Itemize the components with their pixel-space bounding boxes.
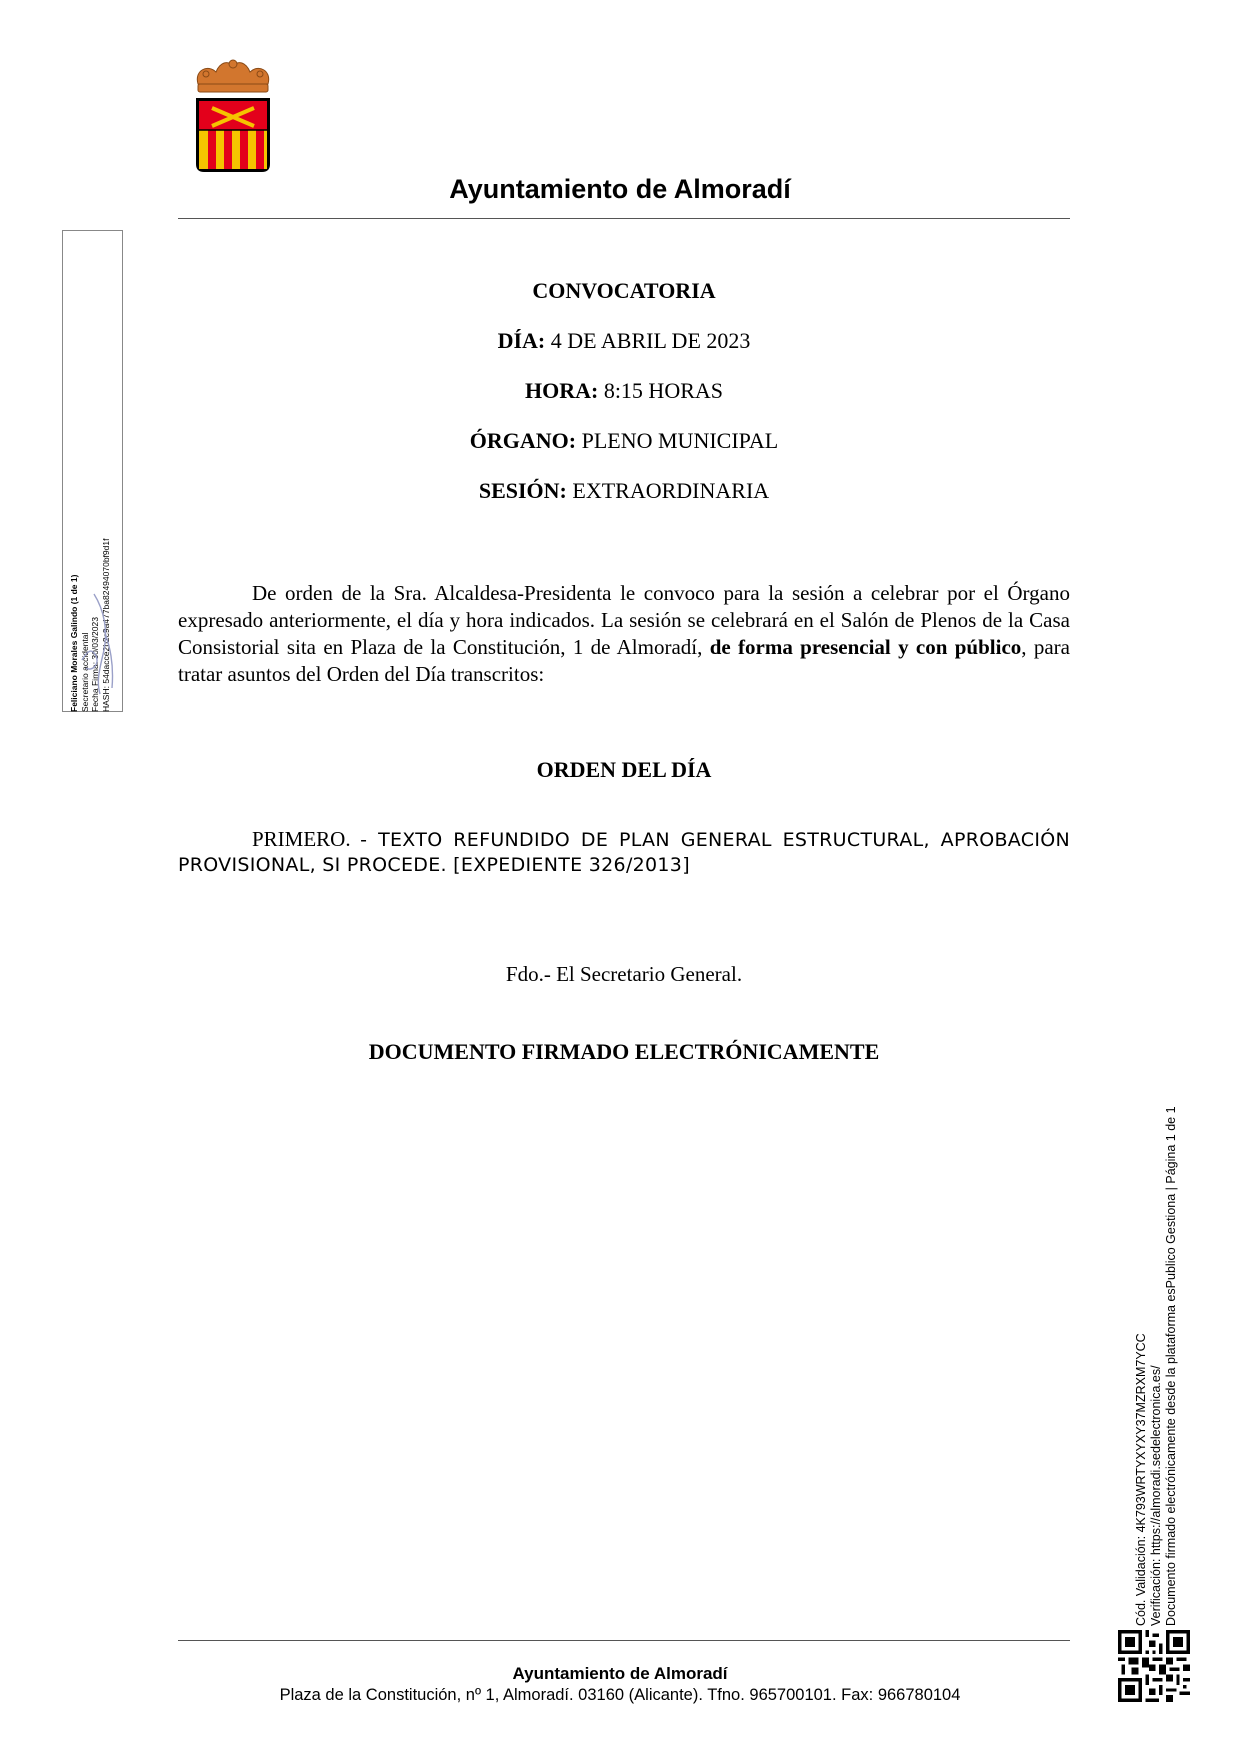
- handwritten-signature: [74, 590, 120, 700]
- validation-text: [1134, 1106, 1190, 1626]
- orden-del-dia-title: ORDEN DEL DÍA: [536, 757, 712, 782]
- footer-title: Ayuntamiento de Almoradí: [512, 1664, 728, 1683]
- firma-line: Fdo.- El Secretario General.: [505, 962, 743, 986]
- sesion-line: SESIÓN: EXTRAORDINARIA: [478, 478, 770, 503]
- documento-firmado: DOCUMENTO FIRMADO ELECTRÓNICAMENTE: [368, 1039, 880, 1064]
- signer-role: Secretario accidental: [79, 632, 90, 712]
- validation-url: Verificación: https://almoradi.sedelectronica.es/: [1149, 1365, 1163, 1626]
- qr-code: [1118, 1630, 1190, 1702]
- hora-line: HORA: 8:15 HORAS: [524, 378, 723, 403]
- signature-hash: HASH: 54dacce2b2c9a477ba82494070bf9d1f: [100, 538, 111, 712]
- agenda-item: PRIMERO. - TEXTO REFUNDIDO DE PLAN GENERAL ESTRUCTURAL, APROBACIÓN PROVISIONAL, SI PROCEDE. [EXPEDIENTE 326/2013]: [178, 827, 1070, 876]
- convocation-paragraph: De orden de la Sra. Alcaldesa-Presidenta le convoco para la sesión a celebrar por el Órgano expresado anteriormente, el día y hora indicados. La sesión se celebrará en el Salón de Plenos de la Casa Consistorial sita en Plaza de la Constitución, 1 de Almoradí, de forma presencial y con público, para tratar asuntos del Orden del Día transcritos:: [178, 581, 1070, 686]
- dia-line: DÍA: 4 DE ABRIL DE 2023: [497, 328, 751, 353]
- footer-divider: [178, 1640, 1070, 1641]
- footer-address: Plaza de la Constitución, nº 1, Almoradí. 03160 (Alicante). Tfno. 965700101. Fax: 966780104: [279, 1686, 961, 1704]
- convocatoria-title: CONVOCATORIA: [532, 278, 716, 303]
- validation-code: Cód. Validación: 4K793WRTYXYXY37MZRXM7YCC: [1134, 1333, 1148, 1626]
- signature-date: Fecha Firma: 30/03/2023: [90, 617, 100, 712]
- organo-line: ÓRGANO: PLENO MUNICIPAL: [469, 428, 779, 453]
- coat-of-arms-logo: [192, 58, 274, 176]
- validation-platform: Documento firmado electrónicamente desde la plataforma esPublico Gestiona | Página 1 de 1: [1164, 1106, 1178, 1626]
- header-title: Ayuntamiento de Almoradí: [449, 174, 791, 204]
- signer-name: Feliciano Morales Galindo (1 de 1): [69, 574, 79, 712]
- header-divider: [178, 218, 1070, 219]
